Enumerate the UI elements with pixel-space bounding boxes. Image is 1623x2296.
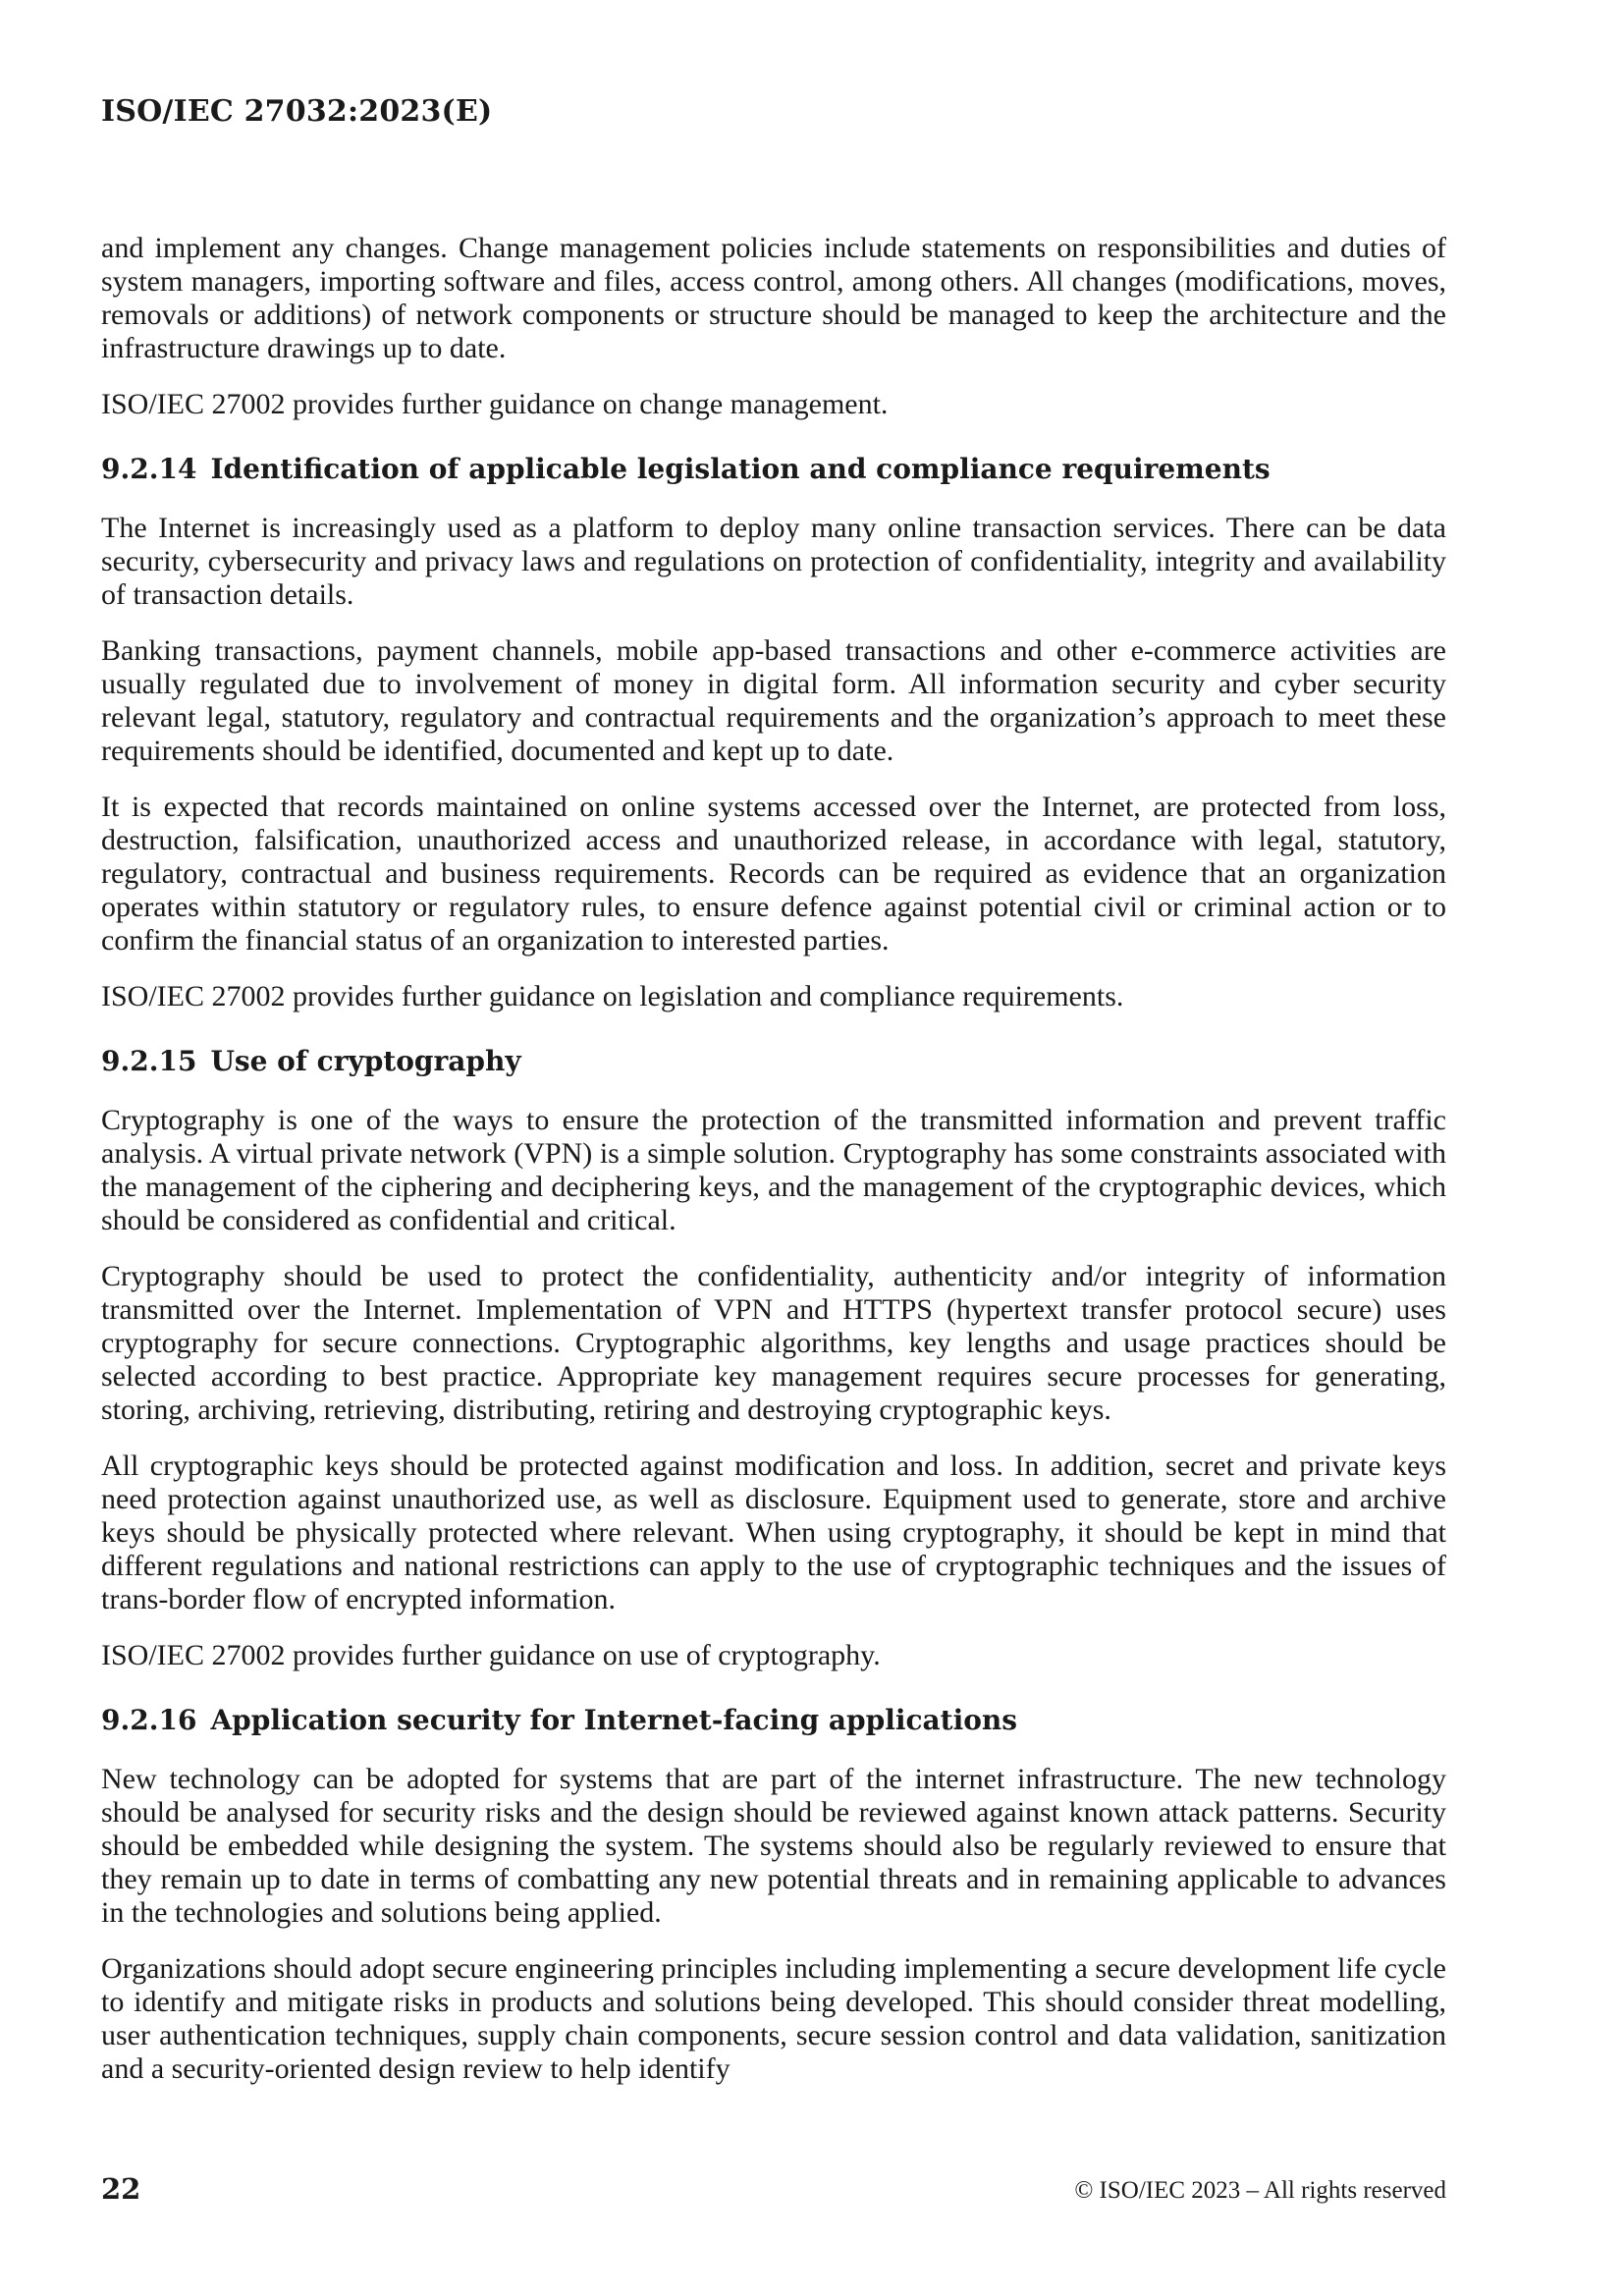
section-title: Identification of applicable legislation and compliance requirements — [210, 453, 1271, 485]
section-number: 9.2.15 — [101, 1045, 197, 1077]
section-heading-9-2-14 — [101, 453, 1446, 486]
section-number: 9.2.16 — [101, 1704, 197, 1736]
running-header: ISO/IEC 27032:2023(E) — [101, 94, 493, 129]
paragraph: All cryptographic keys should be protected against modification and loss. In addition, secret and private keys need protection against unauthorized use, as well as disclosure. Equipment used to generate, store and archive keys should be physically protected where relevant. When using cryptography, it should be kept in mind that different regulations and national restrictions can apply to the use of cryptographic techniques and the issues of trans-border flow of encrypted information. — [101, 1449, 1446, 1615]
paragraph: Banking transactions, payment channels, mobile app-based transactions and other e-commerce activities are usually regulated due to involvement of money in digital form. All information security and cyber security relevant legal, statutory, regulatory and contractual requirements and the organization’s approach to meet these requirements should be identified, documented and kept up to date. — [101, 634, 1446, 767]
copyright-notice: © ISO/IEC 2023 – All rights reserved — [1074, 2177, 1446, 2204]
section-title: Use of cryptography — [210, 1045, 521, 1077]
section-number: 9.2.14 — [101, 453, 197, 485]
page-number: 22 — [101, 2172, 141, 2206]
paragraph: It is expected that records maintained on online systems accessed over the Internet, are protected from loss, destruction, falsification, unauthorized access and unauthorized release, in accordance with legal, statutory, regulatory, contractual and business requirements. Records can be required as evidence that an organization operates within statutory or regulatory rules, to ensure defence against potential civil or criminal action or to confirm the financial status of an organization to interested parties. — [101, 791, 1446, 957]
section-heading-9-2-16 — [101, 1704, 1446, 1737]
paragraph: ISO/IEC 27002 provides further guidance on use of cryptography. — [101, 1639, 881, 1671]
section-heading-9-2-15 — [101, 1045, 1446, 1078]
section-title: Application security for Internet-facing applications — [210, 1704, 1018, 1736]
paragraph: The Internet is increasingly used as a platform to deploy many online transaction services. There can be data security, cybersecurity and privacy laws and regulations on protection of confidentiality, integrity and availability of transaction details. — [101, 512, 1446, 611]
paragraph: ISO/IEC 27002 provides further guidance on change management. — [101, 388, 889, 420]
paragraph: Organizations should adopt secure engineering principles including implementing a secure development life cycle to identify and mitigate risks in products and solutions being developed. This should consider threat modelling, user authentication techniques, supply chain components, secure session control and data validation, sanitization and a security-oriented design review to help identify — [101, 1952, 1446, 2085]
paragraph: Cryptography is one of the ways to ensure the protection of the transmitted information and prevent traffic analysis. A virtual private network (VPN) is a simple solution. Cryptography has some constraints associated with the management of the ciphering and deciphering keys, and the management of the cryptographic devices, which should be considered as confidential and critical. — [101, 1104, 1446, 1236]
paragraph: New technology can be adopted for systems that are part of the internet infrastructure. The new technology should be analysed for security risks and the design should be reviewed against known attack patterns. Security should be embedded while designing the system. The systems should also be regularly reviewed to ensure that they remain up to date in terms of combatting any new potential threats and in remaining applicable to advances in the technologies and solutions being applied. — [101, 1763, 1446, 1929]
paragraph: ISO/IEC 27002 provides further guidance on legislation and compliance requirements. — [101, 980, 1124, 1012]
paragraph: Cryptography should be used to protect the confidentiality, authenticity and/or integrity of information transmitted over the Internet. Implementation of VPN and HTTPS (hypertext transfer protocol secure) uses cryptography for secure connections. Cryptographic algorithms, key lengths and usage practices should be selected according to best practice. Appropriate key management requires secure processes for generating, storing, archiving, retrieving, distributing, retiring and destroying cryptographic keys. — [101, 1260, 1446, 1426]
main-content — [101, 232, 1446, 2108]
paragraph: and implement any changes. Change management policies include statements on responsibilities and duties of system managers, importing software and files, access control, among others. All changes (modifications, moves, removals or additions) of network components or structure should be managed to keep the architecture and the infrastructure drawings up to date. — [101, 232, 1446, 364]
